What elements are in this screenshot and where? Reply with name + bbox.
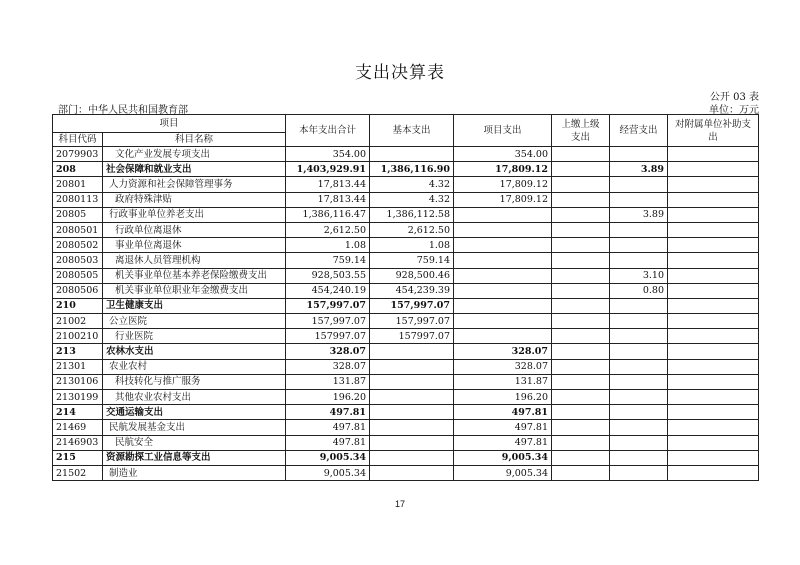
cell-name: 机关事业单位基本养老保险缴费支出 [103,268,286,283]
cell-code: 2080503 [53,253,103,268]
page-title: 支出决算表 [355,63,445,83]
cell-code: 20805 [53,207,103,222]
cell-basic [370,147,454,162]
cell-upper [552,268,610,283]
cell-business [610,192,668,207]
cell-project [454,222,552,237]
cell-upper [552,465,610,480]
cell-project: 17,809.12 [454,177,552,192]
cell-basic: 157,997.07 [370,298,454,313]
cell-business [610,359,668,374]
cell-upper [552,253,610,268]
cell-project: 131.87 [454,374,552,389]
cell-basic: 1.08 [370,238,454,253]
cell-business [610,238,668,253]
cell-business [610,420,668,435]
cell-project [454,207,552,222]
table-row [53,435,759,450]
cell-business: 0.80 [610,283,668,298]
cell-business: 3.10 [610,268,668,283]
cell-subsidy [668,298,759,313]
cell-code: 2080505 [53,268,103,283]
cell-business [610,405,668,420]
cell-upper [552,420,610,435]
cell-basic: 928,500.46 [370,268,454,283]
cell-total: 354.00 [286,147,370,162]
table-row [53,298,759,313]
cell-code: 214 [53,405,103,420]
cell-upper [552,177,610,192]
cell-subsidy [668,283,759,298]
cell-basic: 454,239.39 [370,283,454,298]
cell-total: 497.81 [286,420,370,435]
cell-upper [552,283,610,298]
cell-subsidy [668,405,759,420]
header-basic: 基本支出 [370,115,454,147]
cell-project [454,298,552,313]
cell-name: 行政单位离退休 [103,222,286,237]
cell-code: 2130106 [53,374,103,389]
cell-subsidy [668,192,759,207]
header-subsidy: 对附属单位补助支出 [668,115,759,147]
cell-project [454,253,552,268]
cell-project: 17,809.12 [454,192,552,207]
cell-basic [370,359,454,374]
cell-subsidy [668,238,759,253]
cell-basic [370,390,454,405]
table-row [53,329,759,344]
table-row [53,390,759,405]
cell-name: 行业医院 [103,329,286,344]
table-row [53,177,759,192]
cell-subsidy [668,450,759,465]
cell-name: 政府特殊津贴 [103,192,286,207]
cell-code: 2130199 [53,390,103,405]
cell-business [610,435,668,450]
unit-label: 单位：万元 [709,105,759,116]
header-total: 本年支出合计 [286,115,370,147]
cell-subsidy [668,359,759,374]
cell-upper [552,162,610,177]
cell-subsidy [668,390,759,405]
cell-project [454,314,552,329]
cell-business [610,344,668,359]
cell-name: 公立医院 [103,314,286,329]
cell-basic [370,450,454,465]
cell-basic: 1,386,112.58 [370,207,454,222]
table-row [53,192,759,207]
cell-upper [552,450,610,465]
cell-name: 离退休人员管理机构 [103,253,286,268]
cell-total: 1.08 [286,238,370,253]
table-row [53,314,759,329]
cell-subsidy [668,374,759,389]
cell-upper [552,222,610,237]
cell-code: 2079903 [53,147,103,162]
cell-total: 17,813.44 [286,192,370,207]
cell-upper [552,147,610,162]
cell-code: 2080113 [53,192,103,207]
cell-business [610,298,668,313]
cell-upper [552,238,610,253]
cell-name: 人力资源和社会保障管理事务 [103,177,286,192]
cell-business: 3.89 [610,162,668,177]
header-upper: 上缴上级支出 [552,115,610,147]
header-code: 科目代码 [53,133,103,147]
cell-total: 157997.07 [286,329,370,344]
table-body [53,147,759,481]
cell-business [610,177,668,192]
cell-basic: 157997.07 [370,329,454,344]
cell-total: 131.87 [286,374,370,389]
table-row [53,162,759,177]
table-row [53,238,759,253]
cell-upper [552,390,610,405]
cell-total: 9,005.34 [286,450,370,465]
cell-code: 215 [53,450,103,465]
cell-code: 21301 [53,359,103,374]
cell-total: 928,503.55 [286,268,370,283]
cell-business: 3.89 [610,207,668,222]
cell-basic [370,435,454,450]
cell-upper [552,359,610,374]
cell-total: 328.07 [286,344,370,359]
table-row [53,405,759,420]
page-number: 17 [394,499,405,509]
cell-name: 机关事业单位职业年金缴费支出 [103,283,286,298]
cell-code: 21002 [53,314,103,329]
cell-basic: 759.14 [370,253,454,268]
cell-project: 9,005.34 [454,450,552,465]
table-row [53,420,759,435]
cell-total: 2,612.50 [286,222,370,237]
table-row [53,253,759,268]
cell-project [454,268,552,283]
cell-upper [552,405,610,420]
cell-total: 328.07 [286,359,370,374]
cell-project: 328.07 [454,344,552,359]
cell-basic [370,374,454,389]
department-label: 部门：中华人民共和国教育部 [58,105,188,116]
cell-total: 196.20 [286,390,370,405]
cell-total: 1,403,929.91 [286,162,370,177]
cell-business [610,314,668,329]
form-number: 公开 03 表 [709,92,759,103]
cell-total: 157,997.07 [286,298,370,313]
cell-subsidy [668,420,759,435]
cell-upper [552,298,610,313]
table-row [53,283,759,298]
cell-name: 农林水支出 [103,344,286,359]
cell-project: 17,809.12 [454,162,552,177]
cell-code: 2080506 [53,283,103,298]
cell-name: 卫生健康支出 [103,298,286,313]
cell-name: 农业农村 [103,359,286,374]
table-row [53,344,759,359]
cell-name: 行政事业单位养老支出 [103,207,286,222]
cell-subsidy [668,465,759,480]
table-row [53,207,759,222]
expenditure-table [52,114,759,481]
cell-code: 21469 [53,420,103,435]
cell-project [454,238,552,253]
cell-subsidy [668,162,759,177]
cell-upper [552,314,610,329]
cell-total: 9,005.34 [286,465,370,480]
cell-total: 1,386,116.47 [286,207,370,222]
table-row [53,268,759,283]
cell-name: 事业单位离退休 [103,238,286,253]
cell-name: 制造业 [103,465,286,480]
cell-business [610,374,668,389]
cell-subsidy [668,344,759,359]
cell-subsidy [668,222,759,237]
table-row [53,465,759,480]
cell-name: 交通运输支出 [103,405,286,420]
cell-name: 民航发展基金支出 [103,420,286,435]
cell-business [610,450,668,465]
cell-basic [370,344,454,359]
table-row [53,222,759,237]
cell-project [454,329,552,344]
cell-subsidy [668,314,759,329]
cell-code: 2080502 [53,238,103,253]
table-row [53,450,759,465]
cell-upper [552,207,610,222]
cell-name: 民航安全 [103,435,286,450]
header-item: 项目 [53,115,286,133]
cell-basic: 2,612.50 [370,222,454,237]
cell-business [610,390,668,405]
cell-total: 454,240.19 [286,283,370,298]
cell-upper [552,329,610,344]
cell-subsidy [668,253,759,268]
cell-subsidy [668,329,759,344]
cell-project: 497.81 [454,405,552,420]
cell-project: 354.00 [454,147,552,162]
cell-basic: 157,997.07 [370,314,454,329]
cell-basic [370,405,454,420]
cell-subsidy [668,207,759,222]
table-row [53,359,759,374]
cell-upper [552,374,610,389]
cell-business [610,222,668,237]
cell-name: 资源勘探工业信息等支出 [103,450,286,465]
cell-total: 497.81 [286,435,370,450]
cell-basic: 4.32 [370,177,454,192]
cell-name: 科技转化与推广服务 [103,374,286,389]
cell-subsidy [668,147,759,162]
cell-basic [370,465,454,480]
cell-name: 其他农业农村支出 [103,390,286,405]
cell-total: 497.81 [286,405,370,420]
cell-name: 文化产业发展专项支出 [103,147,286,162]
cell-basic: 4.32 [370,192,454,207]
cell-upper [552,344,610,359]
cell-subsidy [668,268,759,283]
cell-code: 21502 [53,465,103,480]
header-name: 科目名称 [103,133,286,147]
cell-code: 20801 [53,177,103,192]
cell-project: 497.81 [454,420,552,435]
cell-total: 17,813.44 [286,177,370,192]
cell-basic: 1,386,116.90 [370,162,454,177]
cell-project: 9,005.34 [454,465,552,480]
cell-code: 2100210 [53,329,103,344]
cell-business [610,329,668,344]
cell-subsidy [668,177,759,192]
cell-code: 213 [53,344,103,359]
header-project: 项目支出 [454,115,552,147]
cell-code: 2080501 [53,222,103,237]
cell-total: 157,997.07 [286,314,370,329]
cell-project: 328.07 [454,359,552,374]
table-row [53,147,759,162]
cell-business [610,465,668,480]
header-business: 经营支出 [610,115,668,147]
cell-project [454,283,552,298]
cell-code: 210 [53,298,103,313]
table-row [53,374,759,389]
cell-basic [370,420,454,435]
cell-code: 208 [53,162,103,177]
cell-business [610,253,668,268]
cell-name: 社会保障和就业支出 [103,162,286,177]
cell-code: 2146903 [53,435,103,450]
cell-project: 196.20 [454,390,552,405]
cell-subsidy [668,435,759,450]
cell-business [610,147,668,162]
cell-upper [552,435,610,450]
cell-project: 497.81 [454,435,552,450]
cell-upper [552,192,610,207]
cell-total: 759.14 [286,253,370,268]
